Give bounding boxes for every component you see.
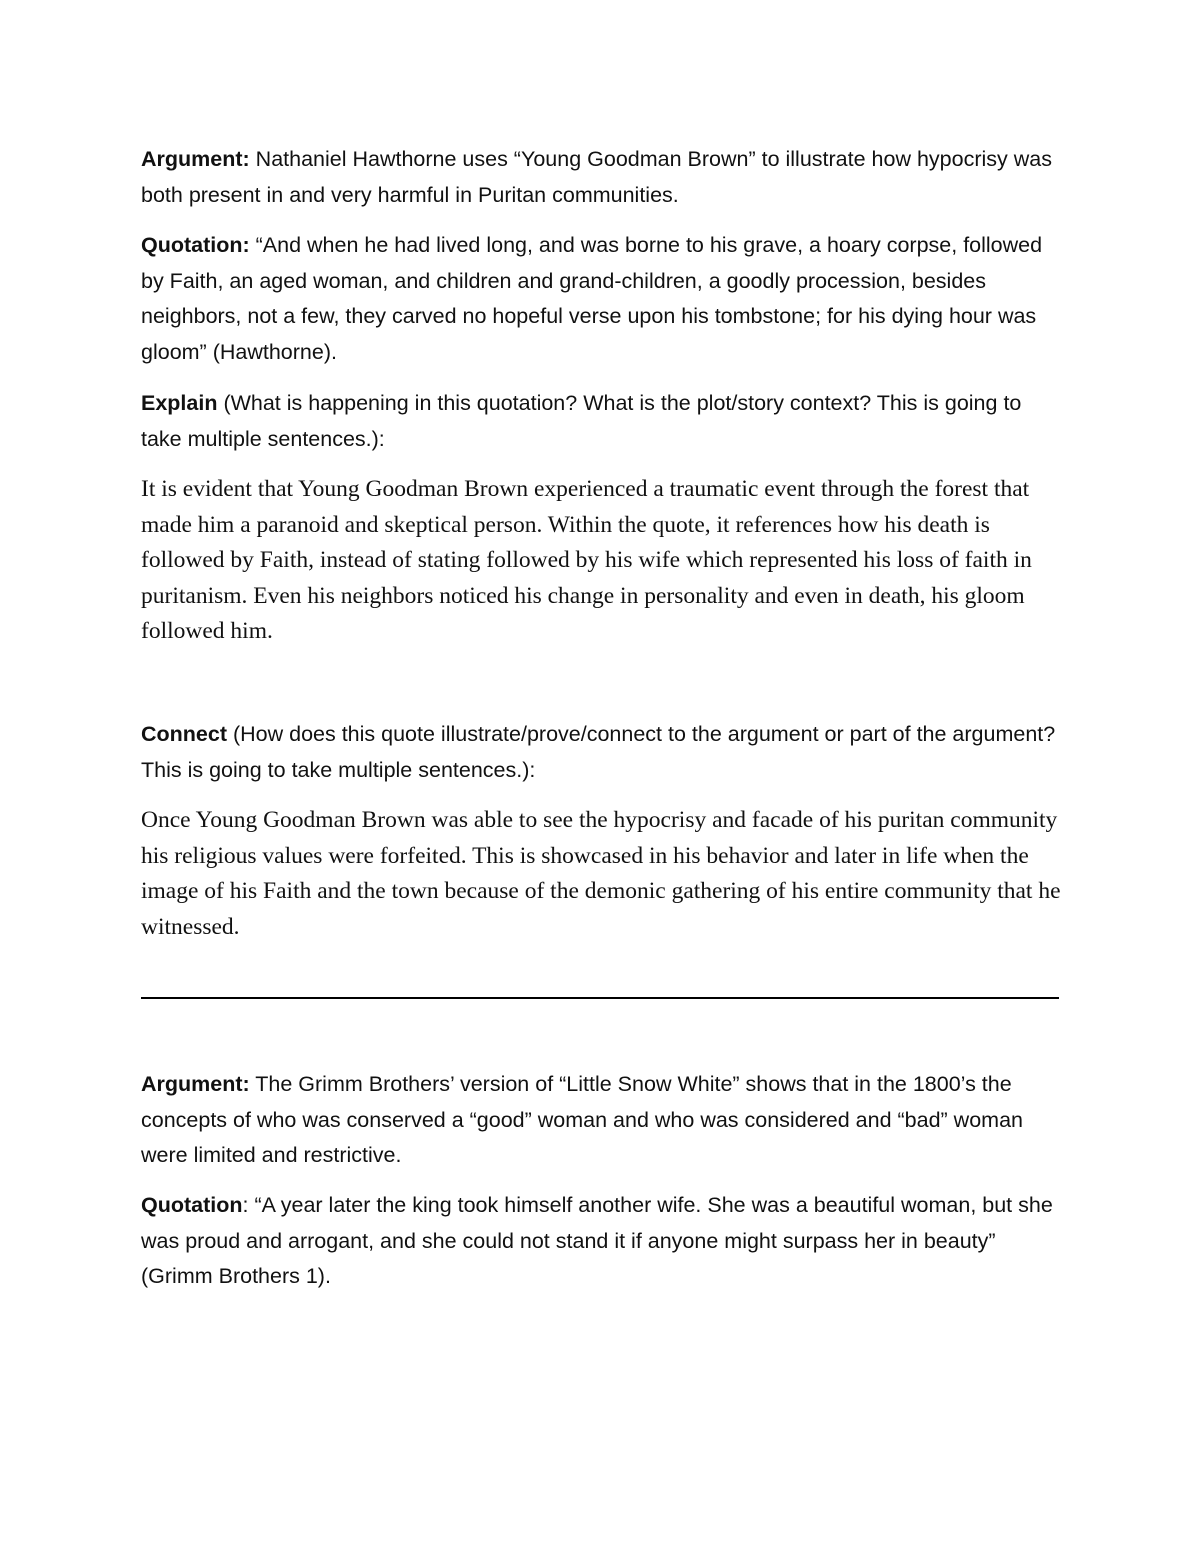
- connect-prompt-text: (How does this quote illustrate/prove/connect to the argument or part of the argument? This is going to take multiple sentences.):: [141, 722, 1056, 782]
- explain-label: Explain: [141, 391, 218, 415]
- quotation-1: [141, 228, 1066, 370]
- explain-answer-text: It is evident that Young Goodman Brown experienced a traumatic event through the forest that made him a paranoid and skeptical person. Within the quote, it references how his death is followed by Faith, instead of stating followed by his wife which represented his loss of faith in puritanism. Even his neighbors noticed his change in personality and even in death, his gloom followed him.: [141, 476, 1032, 644]
- quotation-2: [141, 1188, 1066, 1295]
- argument-2-label: Argument:: [141, 1072, 250, 1096]
- quotation-1-label: Quotation:: [141, 233, 250, 257]
- argument-1-label: Argument:: [141, 147, 250, 171]
- connect-answer-text: Once Young Goodman Brown was able to see the hypocrisy and facade of his puritan community his religious values were forfeited. This is showcased in his behavior and later in life when the image of his Faith and the town because of the demonic gathering of his entire community that he witnessed.: [141, 807, 1061, 940]
- quotation-2-label: Quotation: [141, 1193, 243, 1217]
- quotation-2-text: : “A year later the king took himself another wife. She was a beautiful woman, but she was proud and arrogant, and she could not stand it if anyone might surpass her in beauty” (Grimm Brothers 1).: [141, 1193, 1053, 1288]
- argument-1: [141, 142, 1066, 213]
- argument-1-text: Nathaniel Hawthorne uses “Young Goodman Brown” to illustrate how hypocrisy was both present in and very harmful in Puritan communities.: [141, 147, 1052, 207]
- connect-prompt: [141, 717, 1066, 788]
- explain-prompt: [141, 386, 1066, 457]
- connect-label: Connect: [141, 722, 227, 746]
- explain-answer: [141, 472, 1066, 650]
- quotation-1-text: “And when he had lived long, and was borne to his grave, a hoary corpse, followed by Faith, an aged woman, and children and grand-children, a goodly procession, besides neighbors, not a few, they carved no hopeful verse upon his tombstone; for his dying hour was gloom” (Hawthorne).: [141, 233, 1043, 364]
- connect-answer: [141, 803, 1066, 945]
- argument-2-text: The Grimm Brothers’ version of “Little Snow White” shows that in the 1800’s the concepts of who was conserved a “good” woman and who was considered and “bad” woman were limited and restrictive.: [141, 1072, 1023, 1167]
- argument-2: [141, 1067, 1066, 1174]
- section-divider: [141, 997, 1059, 999]
- explain-prompt-text: (What is happening in this quotation? What is the plot/story context? This is going to take multiple sentences.):: [141, 391, 1022, 451]
